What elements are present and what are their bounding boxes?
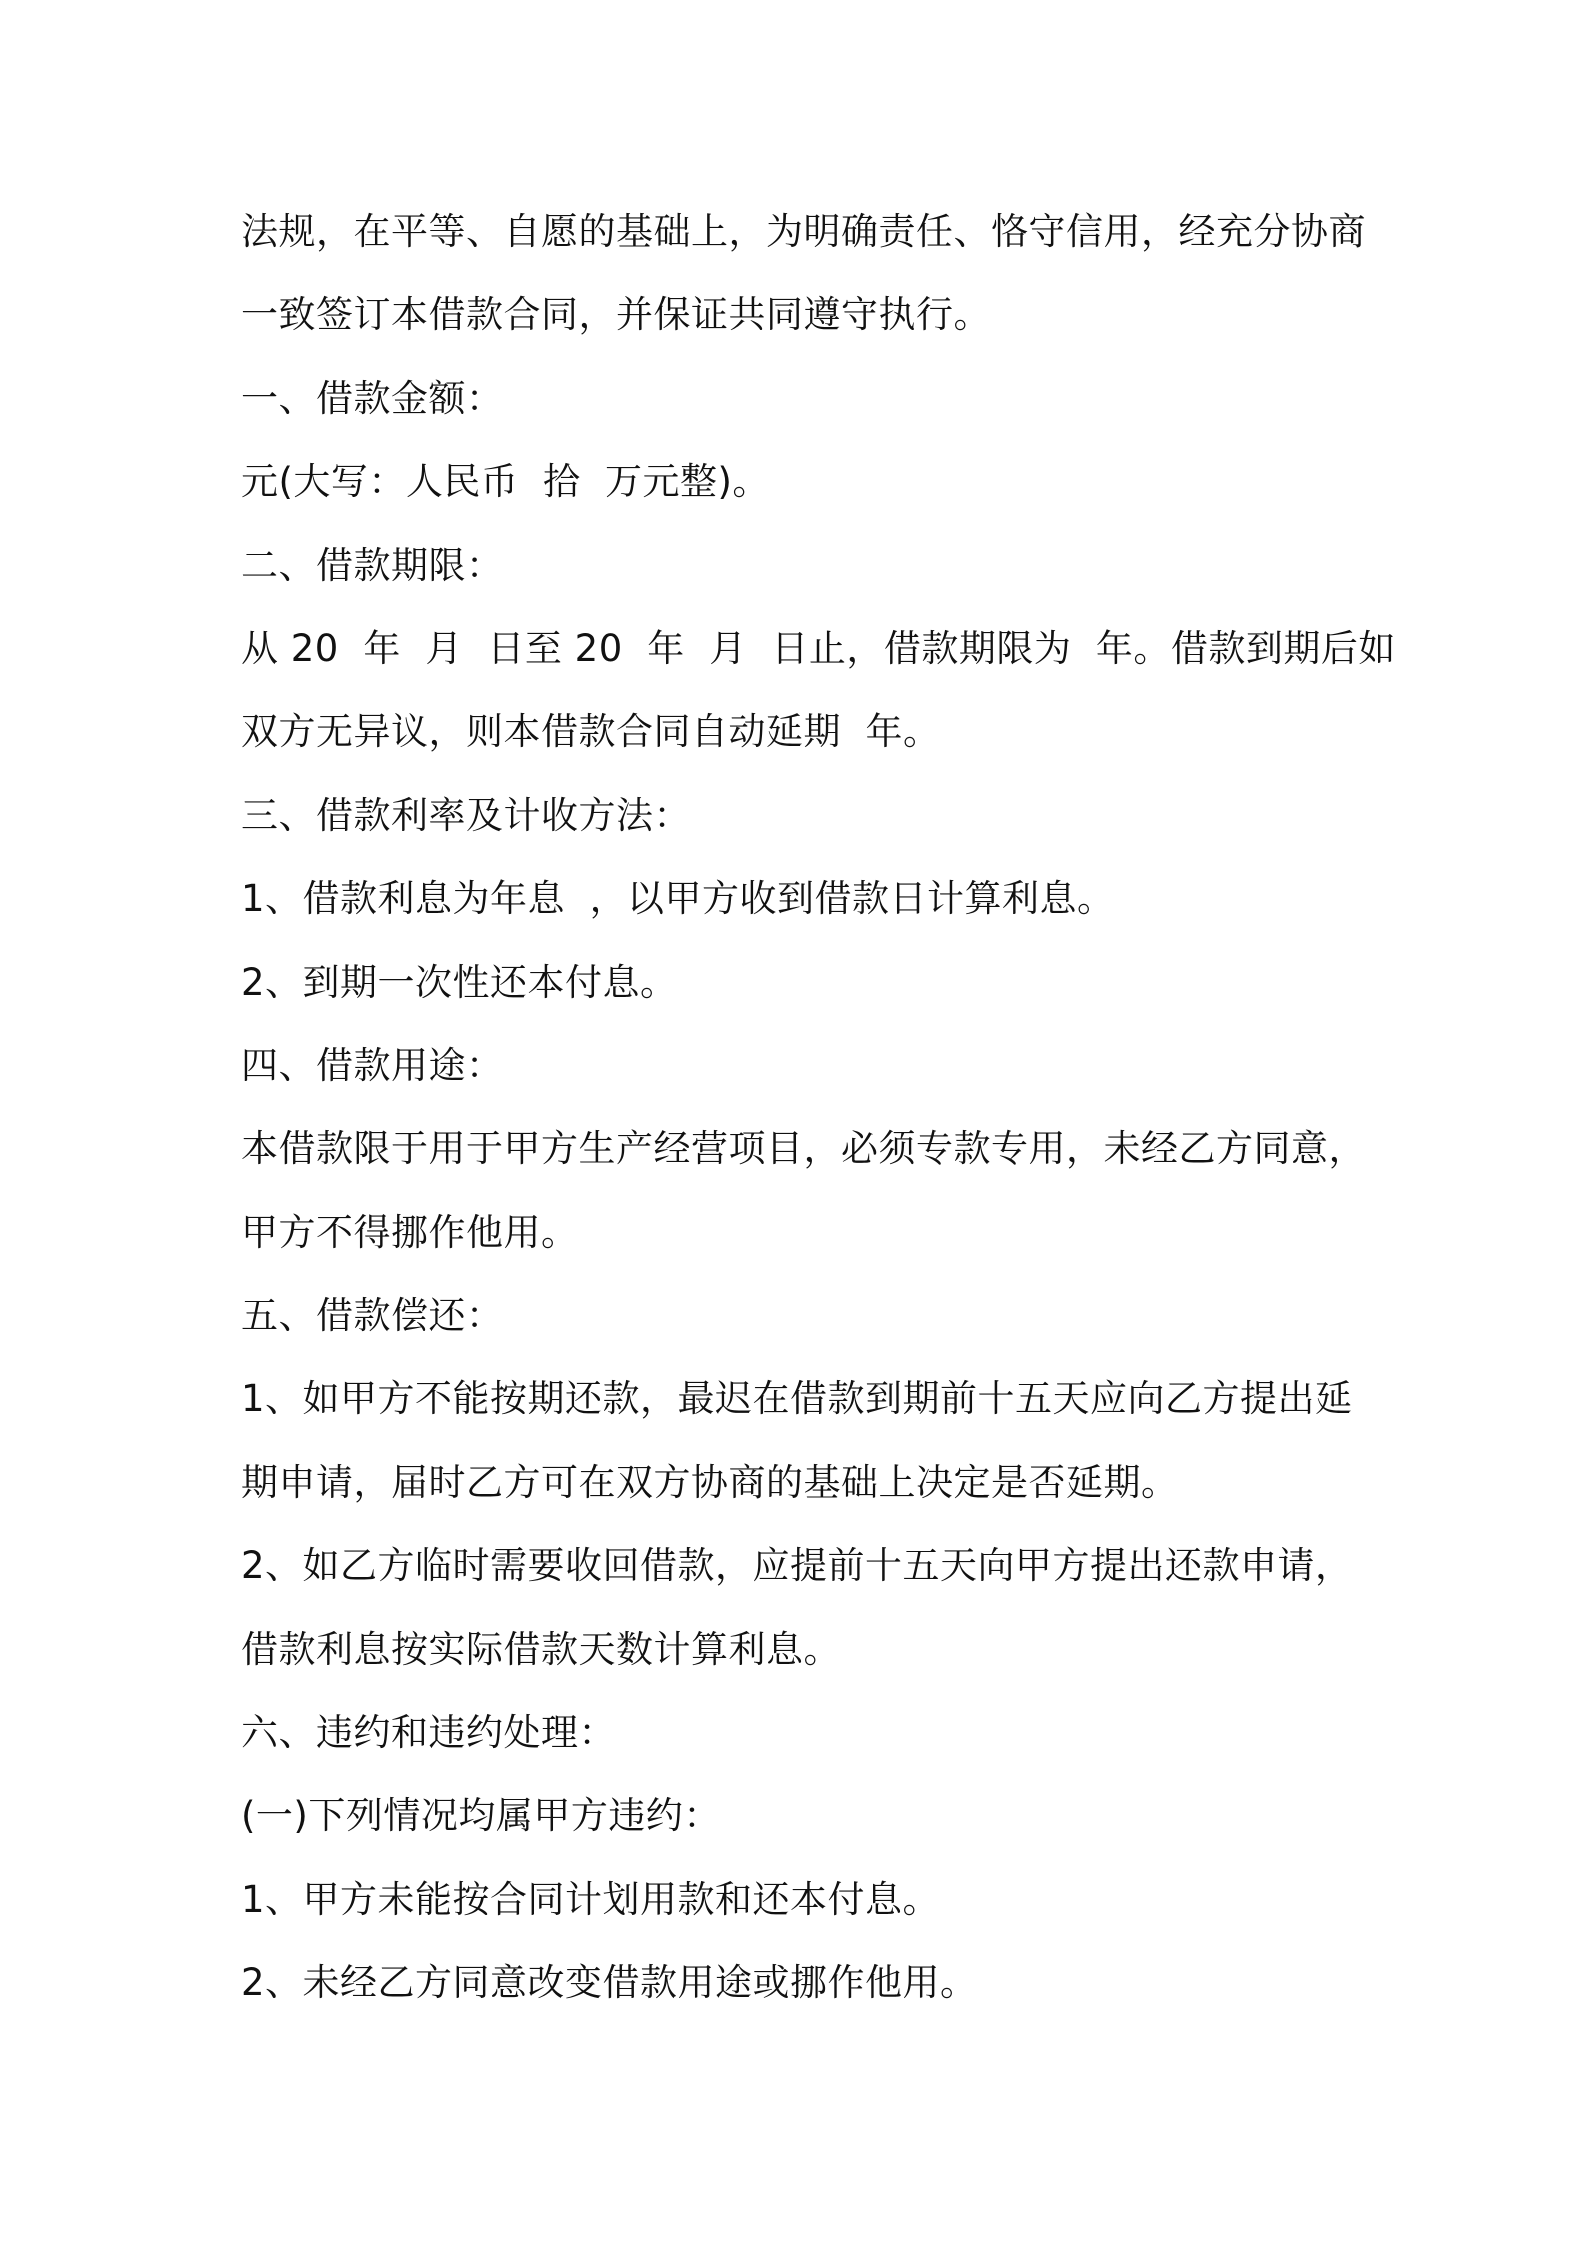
contract-text-line: 一致签订本借款合同，并保证共同遵守执行。 bbox=[241, 293, 991, 337]
contract-text-line: 本借款限于用于甲方生产经营项目，必须专款专用，未经乙方同意， bbox=[241, 1127, 1366, 1171]
section-heading-loan-term: 二、借款期限： bbox=[241, 543, 504, 587]
contract-text-line: 2、到期一次性还本付息。 bbox=[241, 960, 678, 1004]
contract-text-line: 1、甲方未能按合同计划用款和还本付息。 bbox=[241, 1877, 941, 1921]
contract-text-line: 2、如乙方临时需要收回借款，应提前十五天向甲方提出还款申请， bbox=[241, 1544, 1353, 1588]
contract-text-line: 从 20 年 月 日至 20 年 月 日止，借款期限为 年。借款到期后如 bbox=[241, 626, 1396, 670]
contract-text-line: 元(大写：人民币 拾 万元整)。 bbox=[241, 460, 770, 504]
contract-text-line: 借款利息按实际借款天数计算利息。 bbox=[241, 1627, 841, 1671]
contract-text-line: 双方无异议，则本借款合同自动延期 年。 bbox=[241, 710, 941, 754]
contract-text-line: 1、借款利息为年息 ，以甲方收到借款日计算利息。 bbox=[241, 877, 1115, 921]
section-heading-breach: 六、违约和违约处理： bbox=[241, 1711, 616, 1755]
contract-text-line: 2、未经乙方同意改变借款用途或挪作他用。 bbox=[241, 1961, 978, 2005]
contract-text-line: 法规，在平等、自愿的基础上，为明确责任、恪守信用，经充分协商 bbox=[241, 210, 1366, 253]
contract-text-line: (一)下列情况均属甲方违约： bbox=[241, 1794, 721, 1838]
section-heading-repayment: 五、借款偿还： bbox=[241, 1294, 504, 1338]
section-heading-loan-purpose: 四、借款用途： bbox=[241, 1043, 504, 1087]
section-heading-interest-rate: 三、借款利率及计收方法： bbox=[241, 793, 691, 837]
section-heading-loan-amount: 一、借款金额： bbox=[241, 376, 504, 420]
contract-text-line: 甲方不得挪作他用。 bbox=[241, 1210, 579, 1254]
contract-body bbox=[241, 190, 1396, 2025]
contract-text-line: 期申请，届时乙方可在双方协商的基础上决定是否延期。 bbox=[241, 1460, 1179, 1504]
contract-text-line: 1、如甲方不能按期还款，最迟在借款到期前十五天应向乙方提出延 bbox=[241, 1377, 1353, 1421]
